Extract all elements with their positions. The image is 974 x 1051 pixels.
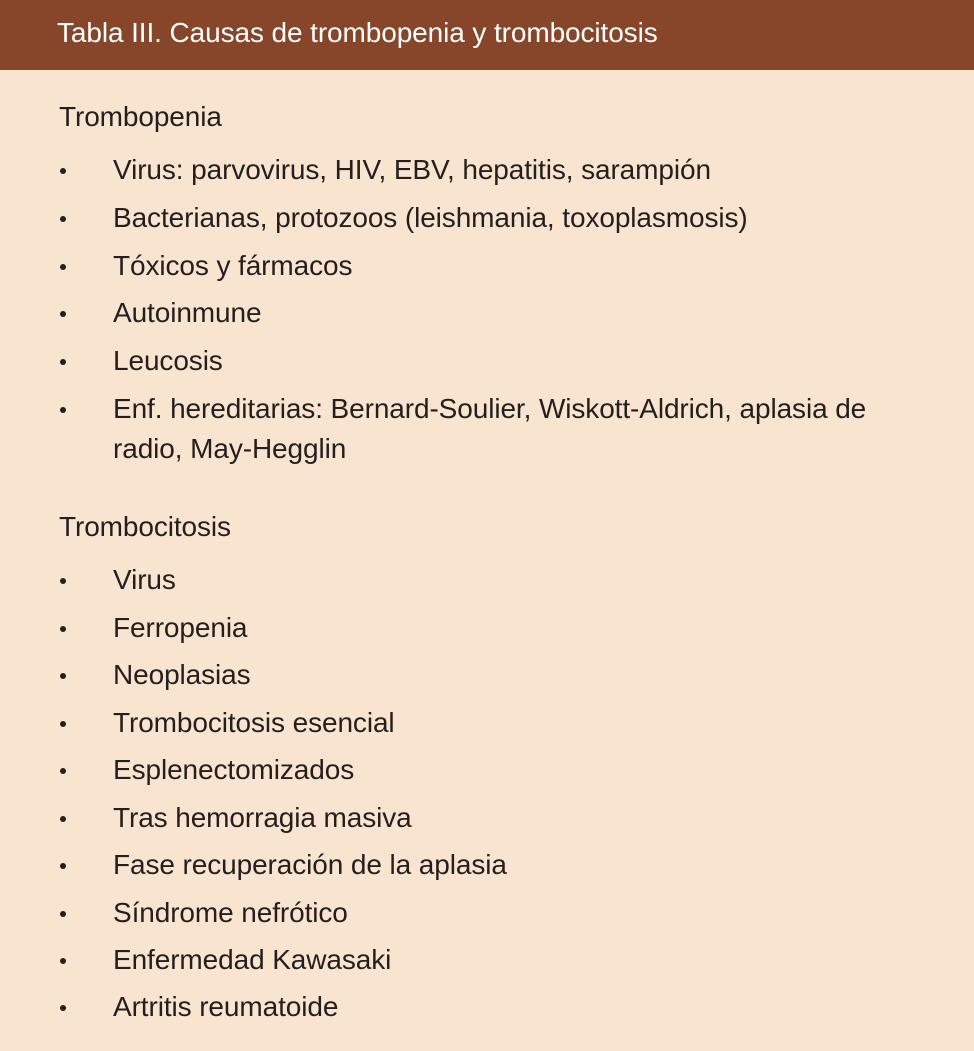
list-item-text: Leucosis (113, 345, 223, 376)
list-item (0, 893, 974, 940)
list-item (0, 703, 974, 750)
list-item (0, 389, 974, 469)
list-item-text: Tóxicos y fármacos (113, 250, 353, 281)
bullet-icon (60, 750, 70, 790)
list-item-text: Síndrome nefrótico (113, 897, 348, 928)
bullet-icon (60, 389, 70, 429)
bullet-icon (60, 341, 70, 381)
list-item (0, 150, 974, 198)
list-item (0, 798, 974, 845)
bullet-icon (60, 940, 70, 980)
list-item-text: Virus (113, 564, 176, 595)
bullet-icon (60, 798, 70, 838)
list-item-text: Ferropenia (113, 612, 248, 643)
bullet-icon (60, 703, 70, 743)
bullet-icon (60, 845, 70, 885)
list-item (0, 341, 974, 389)
list-item (0, 845, 974, 893)
list-item (0, 608, 974, 655)
bullet-icon (60, 246, 70, 286)
list-item (0, 655, 974, 703)
bullet-icon (60, 987, 70, 1027)
list-item (0, 293, 974, 341)
list-item-text: Bacterianas, protozoos (leishmania, toxoplasmosis) (113, 202, 748, 233)
list-item (0, 987, 974, 1035)
list-item-text: Trombocitosis esencial (113, 707, 395, 738)
list-item (0, 246, 974, 293)
bullet-icon (60, 655, 70, 695)
trombocitosis-list (0, 560, 974, 1035)
bullet-icon (60, 293, 70, 333)
list-item (0, 198, 974, 246)
trombopenia-list (0, 150, 974, 469)
list-item-text: Enfermedad Kawasaki (113, 944, 392, 975)
list-item-text: Fase recuperación de la aplasia (113, 849, 507, 880)
bullet-icon (60, 560, 70, 600)
list-item-text: Enf. hereditarias: Bernard-Soulier, Wiskott-Aldrich, aplasia de radio, May-Hegglin (113, 393, 867, 464)
section-heading-trombopenia: Trombopenia (59, 101, 222, 132)
list-item (0, 940, 974, 987)
list-item-text: Virus: parvovirus, HIV, EBV, hepatitis, sarampión (113, 154, 711, 185)
bullet-icon (60, 893, 70, 933)
list-item (0, 560, 974, 608)
list-item-text: Artritis reumatoide (113, 991, 339, 1022)
list-item-text: Tras hemorragia masiva (113, 802, 412, 833)
bullet-icon (60, 608, 70, 648)
bullet-icon (60, 198, 70, 238)
list-item-text: Neoplasias (113, 659, 251, 690)
table-title: Tabla III. Causas de trombopenia y trombocitosis (57, 17, 658, 48)
section-heading-trombocitosis: Trombocitosis (59, 511, 231, 542)
table-header (0, 0, 974, 70)
list-item-text: Autoinmune (113, 297, 262, 328)
list-item-text: Esplenectomizados (113, 754, 355, 785)
list-item (0, 750, 974, 798)
bullet-icon (60, 150, 70, 190)
